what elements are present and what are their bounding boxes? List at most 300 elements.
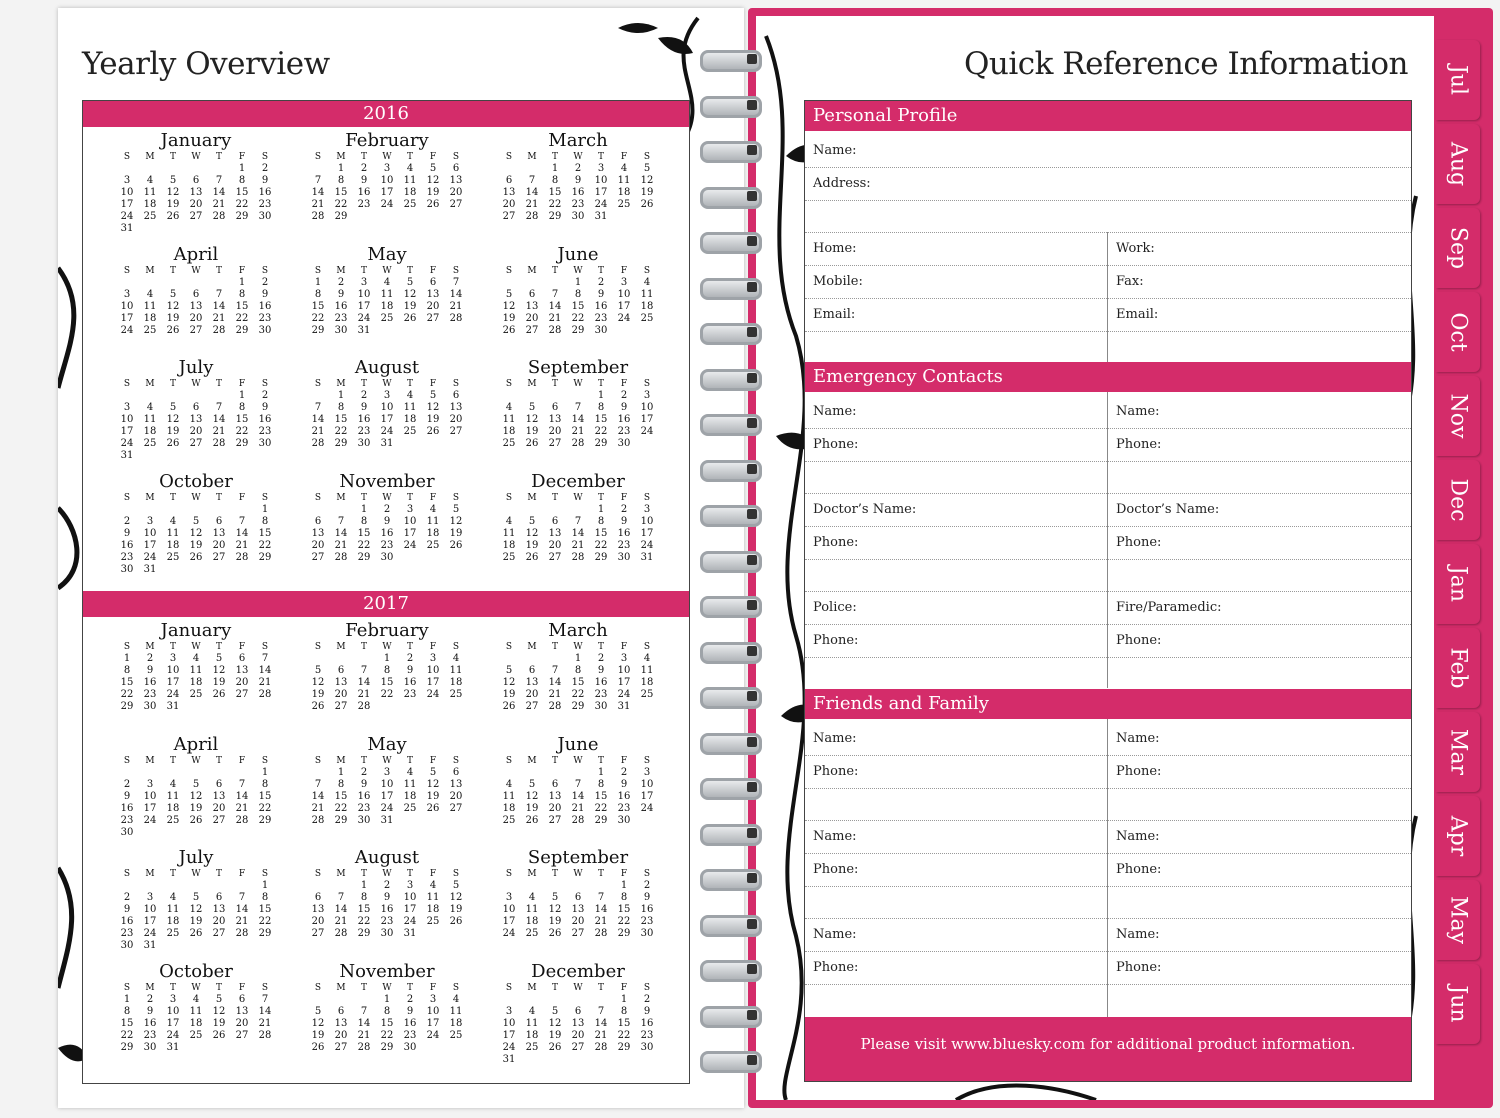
day-number: 19 <box>166 426 180 437</box>
divider <box>805 232 1411 233</box>
empty-day <box>521 880 544 892</box>
empty-day <box>208 564 231 576</box>
weekday-header: T <box>406 642 413 652</box>
day-number: 11 <box>449 1006 463 1017</box>
empty-day <box>231 701 254 713</box>
quick-reference-form <box>804 100 1412 1082</box>
day-number: 22 <box>380 689 394 700</box>
weekday-header: S <box>505 379 513 389</box>
day-number: 1 <box>123 994 131 1005</box>
empty-day <box>139 223 162 235</box>
day-number: 18 <box>143 313 157 324</box>
day-number: 27 <box>311 552 325 563</box>
day-number: 11 <box>640 665 654 676</box>
tab-oct[interactable] <box>1436 292 1480 372</box>
day-number: 26 <box>403 313 417 324</box>
empty-day <box>307 390 330 402</box>
day-number: 4 <box>406 767 414 778</box>
day-number: 30 <box>617 552 631 563</box>
tab-aug[interactable] <box>1436 124 1480 204</box>
day-number: 21 <box>449 301 463 312</box>
day-number: 26 <box>311 1042 325 1053</box>
day-number: 12 <box>525 791 539 802</box>
month-calendar-october-2017 <box>111 962 281 1054</box>
day-number: 17 <box>640 791 654 802</box>
weekday-header: S <box>261 983 269 993</box>
day-number: 10 <box>617 289 631 300</box>
day-number: 29 <box>380 1042 394 1053</box>
day-number: 4 <box>146 289 154 300</box>
weekday-header: W <box>573 152 583 162</box>
day-number: 18 <box>640 677 654 688</box>
day-number: 22 <box>571 313 585 324</box>
empty-day <box>185 277 208 289</box>
day-number: 28 <box>571 438 585 449</box>
day-number: 10 <box>143 528 157 539</box>
month-name: January <box>160 130 232 151</box>
empty-day <box>139 504 162 516</box>
day-number: 14 <box>311 414 325 425</box>
day-number: 21 <box>334 916 348 927</box>
empty-day <box>254 564 277 576</box>
empty-day <box>636 1054 659 1066</box>
weekday-header: T <box>169 756 176 766</box>
tab-label: Jul <box>1445 64 1471 96</box>
tab-dec[interactable] <box>1436 460 1480 540</box>
day-number: 2 <box>597 653 605 664</box>
weekday-header: T <box>406 493 413 503</box>
day-number: 27 <box>334 701 348 712</box>
day-number: 3 <box>123 175 131 186</box>
day-number: 21 <box>235 916 249 927</box>
day-number: 20 <box>449 414 463 425</box>
day-number: 29 <box>235 211 249 222</box>
day-number: 27 <box>334 1042 348 1053</box>
weekday-header: W <box>382 152 392 162</box>
column-divider <box>1107 392 1108 688</box>
weekday-header: F <box>620 493 628 503</box>
divider <box>805 820 1411 821</box>
spiral-ring <box>700 596 760 618</box>
empty-day <box>162 504 185 516</box>
day-number: 11 <box>525 904 539 915</box>
day-number: 7 <box>261 994 269 1005</box>
tab-may[interactable] <box>1436 880 1480 960</box>
day-number: 19 <box>311 1030 325 1041</box>
day-number: 29 <box>311 325 325 336</box>
weekday-header: S <box>643 493 651 503</box>
weekday-header: S <box>643 869 651 879</box>
empty-day <box>445 325 468 337</box>
day-number: 20 <box>449 791 463 802</box>
day-number: 2 <box>383 504 391 515</box>
day-number: 15 <box>380 1018 394 1029</box>
weekday-header: F <box>429 379 437 389</box>
tab-jul[interactable] <box>1436 40 1480 120</box>
day-number: 4 <box>192 653 200 664</box>
day-number: 6 <box>551 402 559 413</box>
day-number: 30 <box>334 325 348 336</box>
month-name: January <box>160 620 232 641</box>
weekday-header: W <box>191 266 201 276</box>
empty-day <box>498 994 521 1006</box>
day-number: 14 <box>235 528 249 539</box>
day-number: 18 <box>403 791 417 802</box>
day-number: 24 <box>617 313 631 324</box>
day-number: 6 <box>314 892 322 903</box>
day-number: 25 <box>502 815 516 826</box>
section-header-friends-family: Friends and Family <box>805 689 1411 719</box>
day-number: 12 <box>189 791 203 802</box>
empty-day <box>254 450 277 462</box>
day-number: 12 <box>640 175 654 186</box>
day-number: 7 <box>215 175 223 186</box>
day-number: 25 <box>502 552 516 563</box>
day-number: 10 <box>120 187 134 198</box>
fire-paramedic-label: Fire/Paramedic: <box>1116 600 1222 615</box>
day-number: 15 <box>357 904 371 915</box>
tab-label: Oct <box>1445 312 1471 352</box>
day-number: 31 <box>617 701 631 712</box>
day-number: 8 <box>360 892 368 903</box>
day-number: 17 <box>617 301 631 312</box>
empty-day <box>139 390 162 402</box>
day-number: 1 <box>597 767 605 778</box>
tab-label: Sep <box>1445 226 1471 270</box>
day-number: 31 <box>380 438 394 449</box>
weekday-header: W <box>382 379 392 389</box>
day-number: 2 <box>360 390 368 401</box>
weekday-header: M <box>527 493 537 503</box>
emergency-name-label: Name: <box>813 404 857 419</box>
tab-jun[interactable] <box>1436 964 1480 1044</box>
day-number: 16 <box>357 791 371 802</box>
tab-sep[interactable] <box>1436 208 1480 288</box>
day-number: 7 <box>551 289 559 300</box>
day-number: 2 <box>337 277 345 288</box>
day-number: 5 <box>528 516 536 527</box>
day-number: 25 <box>380 313 394 324</box>
day-number: 28 <box>235 815 249 826</box>
day-number: 4 <box>528 892 536 903</box>
day-number: 3 <box>643 767 651 778</box>
day-number: 11 <box>166 791 180 802</box>
weekday-header: F <box>429 642 437 652</box>
divider <box>805 624 1411 625</box>
day-number: 3 <box>383 390 391 401</box>
weekday-header: T <box>360 869 367 879</box>
day-number: 21 <box>235 803 249 814</box>
day-number: 9 <box>360 175 368 186</box>
weekday-header: T <box>215 756 222 766</box>
day-number: 11 <box>640 289 654 300</box>
weekday-header: S <box>261 869 269 879</box>
weekday-header: F <box>620 756 628 766</box>
day-number: 6 <box>551 779 559 790</box>
spiral-ring <box>700 96 760 118</box>
day-number: 17 <box>380 791 394 802</box>
day-number: 15 <box>334 414 348 425</box>
empty-day <box>254 223 277 235</box>
weekday-header: F <box>620 869 628 879</box>
weekday-header: S <box>452 756 460 766</box>
day-number: 8 <box>337 779 345 790</box>
day-number: 4 <box>452 653 460 664</box>
month-name: April <box>173 244 219 265</box>
tab-apr[interactable] <box>1436 796 1480 876</box>
day-number: 13 <box>548 791 562 802</box>
day-number: 6 <box>551 516 559 527</box>
day-number: 26 <box>189 928 203 939</box>
tab-jan[interactable] <box>1436 544 1480 624</box>
empty-day <box>636 815 659 827</box>
empty-day <box>139 450 162 462</box>
day-number: 1 <box>314 277 322 288</box>
weekday-header: W <box>382 493 392 503</box>
weekday-header: F <box>429 493 437 503</box>
weekday-header: M <box>336 266 346 276</box>
day-number: 12 <box>548 904 562 915</box>
day-number: 14 <box>212 187 226 198</box>
day-number: 25 <box>640 689 654 700</box>
weekday-header: S <box>452 152 460 162</box>
day-number: 15 <box>311 301 325 312</box>
day-number: 3 <box>406 880 414 891</box>
day-number: 12 <box>426 779 440 790</box>
day-number: 8 <box>123 665 131 676</box>
day-number: 26 <box>502 701 516 712</box>
day-number: 14 <box>548 301 562 312</box>
day-number: 8 <box>597 516 605 527</box>
day-number: 18 <box>189 1018 203 1029</box>
weekday-header: S <box>123 266 131 276</box>
day-number: 9 <box>406 1006 414 1017</box>
day-number: 23 <box>143 1030 157 1041</box>
tab-nov[interactable] <box>1436 376 1480 456</box>
day-number: 16 <box>120 916 134 927</box>
weekday-header: S <box>261 493 269 503</box>
day-number: 20 <box>548 803 562 814</box>
day-number: 10 <box>502 904 516 915</box>
page-title-quick-reference: Quick Reference Information <box>963 46 1408 82</box>
day-number: 29 <box>258 815 272 826</box>
day-number: 22 <box>334 199 348 210</box>
empty-day <box>162 223 185 235</box>
empty-day <box>307 880 330 892</box>
day-number: 7 <box>215 402 223 413</box>
day-number: 31 <box>380 815 394 826</box>
day-number: 23 <box>380 916 394 927</box>
day-number: 26 <box>311 701 325 712</box>
weekday-header: M <box>145 266 155 276</box>
section-header-emergency-contacts: Emergency Contacts <box>805 362 1411 392</box>
weekday-header: T <box>360 152 367 162</box>
day-number: 20 <box>235 677 249 688</box>
day-number: 22 <box>548 199 562 210</box>
doctor-name-label: Doctor’s Name: <box>813 502 917 517</box>
day-number: 19 <box>426 187 440 198</box>
day-number: 7 <box>574 402 582 413</box>
day-number: 14 <box>357 1018 371 1029</box>
day-number: 5 <box>215 653 223 664</box>
day-number: 14 <box>449 289 463 300</box>
friend-name-label-2: Name: <box>1116 731 1160 746</box>
day-number: 7 <box>551 665 559 676</box>
day-number: 17 <box>617 677 631 688</box>
day-number: 19 <box>166 199 180 210</box>
day-number: 4 <box>643 653 651 664</box>
month-name: October <box>159 961 233 982</box>
day-number: 3 <box>643 504 651 515</box>
tab-feb[interactable] <box>1436 628 1480 708</box>
weekday-header: T <box>551 493 558 503</box>
day-number: 2 <box>360 767 368 778</box>
day-number: 11 <box>143 301 157 312</box>
day-number: 25 <box>189 1030 203 1041</box>
day-number: 21 <box>258 677 272 688</box>
day-number: 27 <box>212 552 226 563</box>
day-number: 10 <box>502 1018 516 1029</box>
weekday-header: S <box>505 983 513 993</box>
empty-day <box>422 552 445 564</box>
weekday-header: T <box>551 756 558 766</box>
weekday-header: F <box>238 642 246 652</box>
day-number: 15 <box>571 301 585 312</box>
day-number: 12 <box>502 677 516 688</box>
day-number: 15 <box>380 677 394 688</box>
day-number: 29 <box>617 1042 631 1053</box>
day-number: 1 <box>261 767 269 778</box>
weekday-header: W <box>573 869 583 879</box>
empty-day <box>208 701 231 713</box>
weekday-header: S <box>452 266 460 276</box>
divider <box>805 755 1411 756</box>
personal-email-label-2: Email: <box>1116 307 1159 322</box>
weekday-header: S <box>505 266 513 276</box>
weekday-header: T <box>597 493 604 503</box>
divider <box>805 265 1411 266</box>
weekday-header: W <box>573 493 583 503</box>
day-number: 26 <box>548 1042 562 1053</box>
day-number: 22 <box>594 803 608 814</box>
day-number: 27 <box>235 689 249 700</box>
weekday-header: F <box>620 642 628 652</box>
empty-day <box>208 450 231 462</box>
day-number: 3 <box>406 504 414 515</box>
day-number: 2 <box>123 892 131 903</box>
month-calendar-february-2017 <box>302 621 472 713</box>
weekday-header: S <box>505 493 513 503</box>
day-number: 14 <box>311 791 325 802</box>
friend-phone-label-4: Phone: <box>1116 862 1162 877</box>
day-number: 3 <box>383 163 391 174</box>
day-number: 15 <box>594 414 608 425</box>
spiral-ring <box>700 505 760 527</box>
day-number: 8 <box>238 402 246 413</box>
day-number: 2 <box>146 994 154 1005</box>
weekday-header: T <box>169 266 176 276</box>
empty-day <box>613 325 636 337</box>
empty-day <box>162 564 185 576</box>
day-number: 13 <box>235 1006 249 1017</box>
empty-day <box>231 827 254 839</box>
day-number: 12 <box>449 516 463 527</box>
day-number: 26 <box>640 199 654 210</box>
day-number: 31 <box>594 211 608 222</box>
day-number: 10 <box>380 779 394 790</box>
day-number: 5 <box>192 516 200 527</box>
day-number: 30 <box>640 928 654 939</box>
day-number: 4 <box>406 390 414 401</box>
weekday-header: F <box>620 983 628 993</box>
day-number: 22 <box>235 199 249 210</box>
day-number: 29 <box>571 701 585 712</box>
divider <box>805 657 1411 658</box>
weekday-header: M <box>336 493 346 503</box>
day-number: 2 <box>597 277 605 288</box>
day-number: 17 <box>403 528 417 539</box>
weekday-header: T <box>406 152 413 162</box>
day-number: 25 <box>502 438 516 449</box>
day-number: 18 <box>403 414 417 425</box>
day-number: 9 <box>620 402 628 413</box>
day-number: 20 <box>334 689 348 700</box>
day-number: 13 <box>571 904 585 915</box>
day-number: 21 <box>357 1030 371 1041</box>
day-number: 5 <box>528 402 536 413</box>
weekday-header: T <box>551 983 558 993</box>
empty-day <box>376 325 399 337</box>
day-number: 23 <box>380 540 394 551</box>
day-number: 18 <box>143 199 157 210</box>
weekday-header: S <box>123 983 131 993</box>
day-number: 24 <box>502 1042 516 1053</box>
day-number: 2 <box>620 767 628 778</box>
day-number: 18 <box>426 904 440 915</box>
day-number: 21 <box>258 1018 272 1029</box>
day-number: 29 <box>357 928 371 939</box>
weekday-header: S <box>505 869 513 879</box>
day-number: 19 <box>166 313 180 324</box>
day-number: 22 <box>258 803 272 814</box>
empty-day <box>231 504 254 516</box>
empty-day <box>567 994 590 1006</box>
day-number: 10 <box>380 175 394 186</box>
divider <box>805 984 1411 985</box>
day-number: 10 <box>640 402 654 413</box>
day-number: 4 <box>383 277 391 288</box>
day-number: 23 <box>120 815 134 826</box>
empty-day <box>613 1054 636 1066</box>
day-number: 2 <box>383 880 391 891</box>
empty-day <box>567 880 590 892</box>
yearly-calendar <box>82 100 690 1084</box>
empty-day <box>185 701 208 713</box>
day-number: 26 <box>166 211 180 222</box>
day-number: 13 <box>212 791 226 802</box>
tab-mar[interactable] <box>1436 712 1480 792</box>
day-number: 20 <box>212 916 226 927</box>
day-number: 27 <box>571 1042 585 1053</box>
day-number: 12 <box>212 1006 226 1017</box>
emergency-phone-label: Phone: <box>813 437 859 452</box>
day-number: 16 <box>640 1018 654 1029</box>
day-number: 16 <box>594 677 608 688</box>
month-calendar-may-2017 <box>302 735 472 827</box>
day-number: 27 <box>571 928 585 939</box>
weekday-header: S <box>261 756 269 766</box>
day-number: 18 <box>449 677 463 688</box>
